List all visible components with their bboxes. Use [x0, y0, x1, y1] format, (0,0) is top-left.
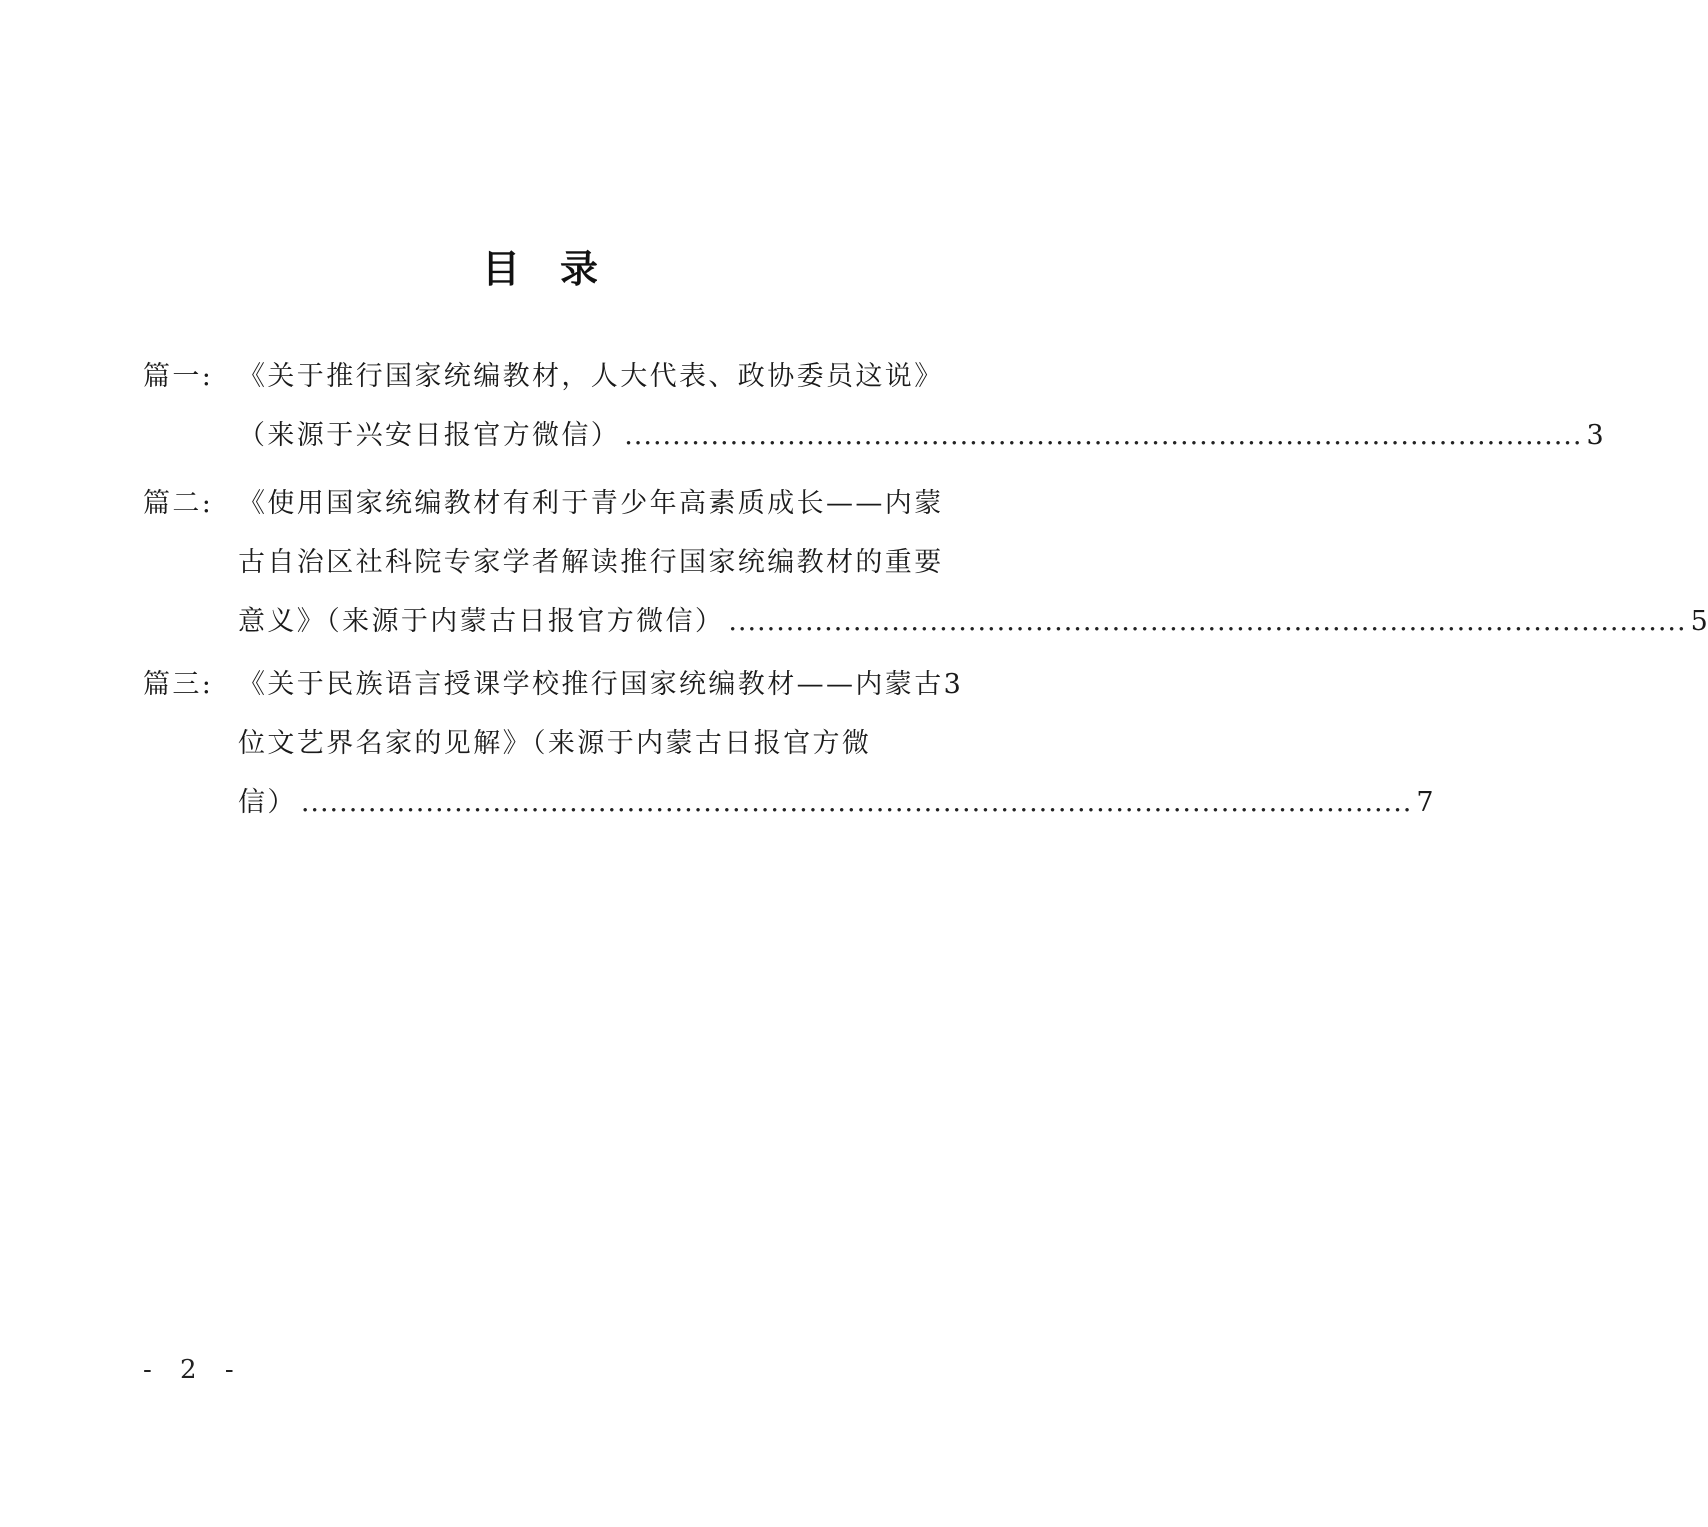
- toc-entry-line: [143, 665, 964, 724]
- toc-leader-dots: ....................................................................................................: [728, 606, 1687, 637]
- toc-leader-dots: ....................................................................................................: [624, 420, 1583, 451]
- toc-entry-title: 《使用国家统编教材有利于青少年高素质成长——内蒙: [238, 488, 944, 519]
- page-number: - 2 -: [143, 1355, 244, 1385]
- toc-entry-page: 3: [1586, 420, 1604, 451]
- toc-entry-source: 意义》（来源于内蒙古日报官方微信）: [238, 606, 725, 637]
- toc-entry-page: 7: [1416, 787, 1434, 818]
- toc-entry-page: 5: [1690, 606, 1708, 637]
- toc-entry-label: 篇一:: [143, 361, 214, 392]
- toc-entry-3[interactable]: [143, 665, 1434, 842]
- toc-entry-line: [143, 543, 943, 602]
- toc-entry-title-cont: 古自治区社科院专家学者解读推行国家统编教材的重要: [238, 547, 944, 578]
- toc-entry-title: 《关于民族语言授课学校推行国家统编教材——内蒙古3: [238, 669, 964, 700]
- toc-title: 目录: [481, 247, 638, 291]
- toc-entry-label: 篇三:: [143, 669, 214, 700]
- toc-entry-line: [143, 357, 943, 416]
- toc-entry-line: [143, 484, 943, 543]
- toc-leader-dots: ....................................................................................................................: [300, 787, 1413, 818]
- toc-entry-leader-line: [143, 602, 1708, 661]
- toc-entry-source: （来源于兴安日报官方微信）: [238, 420, 621, 451]
- toc-entry-2[interactable]: [143, 484, 1708, 661]
- toc-entry-leader-line: [143, 416, 1604, 475]
- toc-entry-title: 《关于推行国家统编教材，人大代表、政协委员这说》: [238, 361, 944, 392]
- toc-entry-line: [143, 724, 943, 783]
- toc-entry-leader-line: [143, 783, 1434, 842]
- toc-entry-title-cont: 位文艺界名家的见解》（来源于内蒙古日报官方微: [238, 728, 872, 759]
- toc-entry-source: 信）: [238, 787, 297, 818]
- toc-entry-1[interactable]: [143, 357, 1604, 475]
- toc-entry-label: 篇二:: [143, 488, 214, 519]
